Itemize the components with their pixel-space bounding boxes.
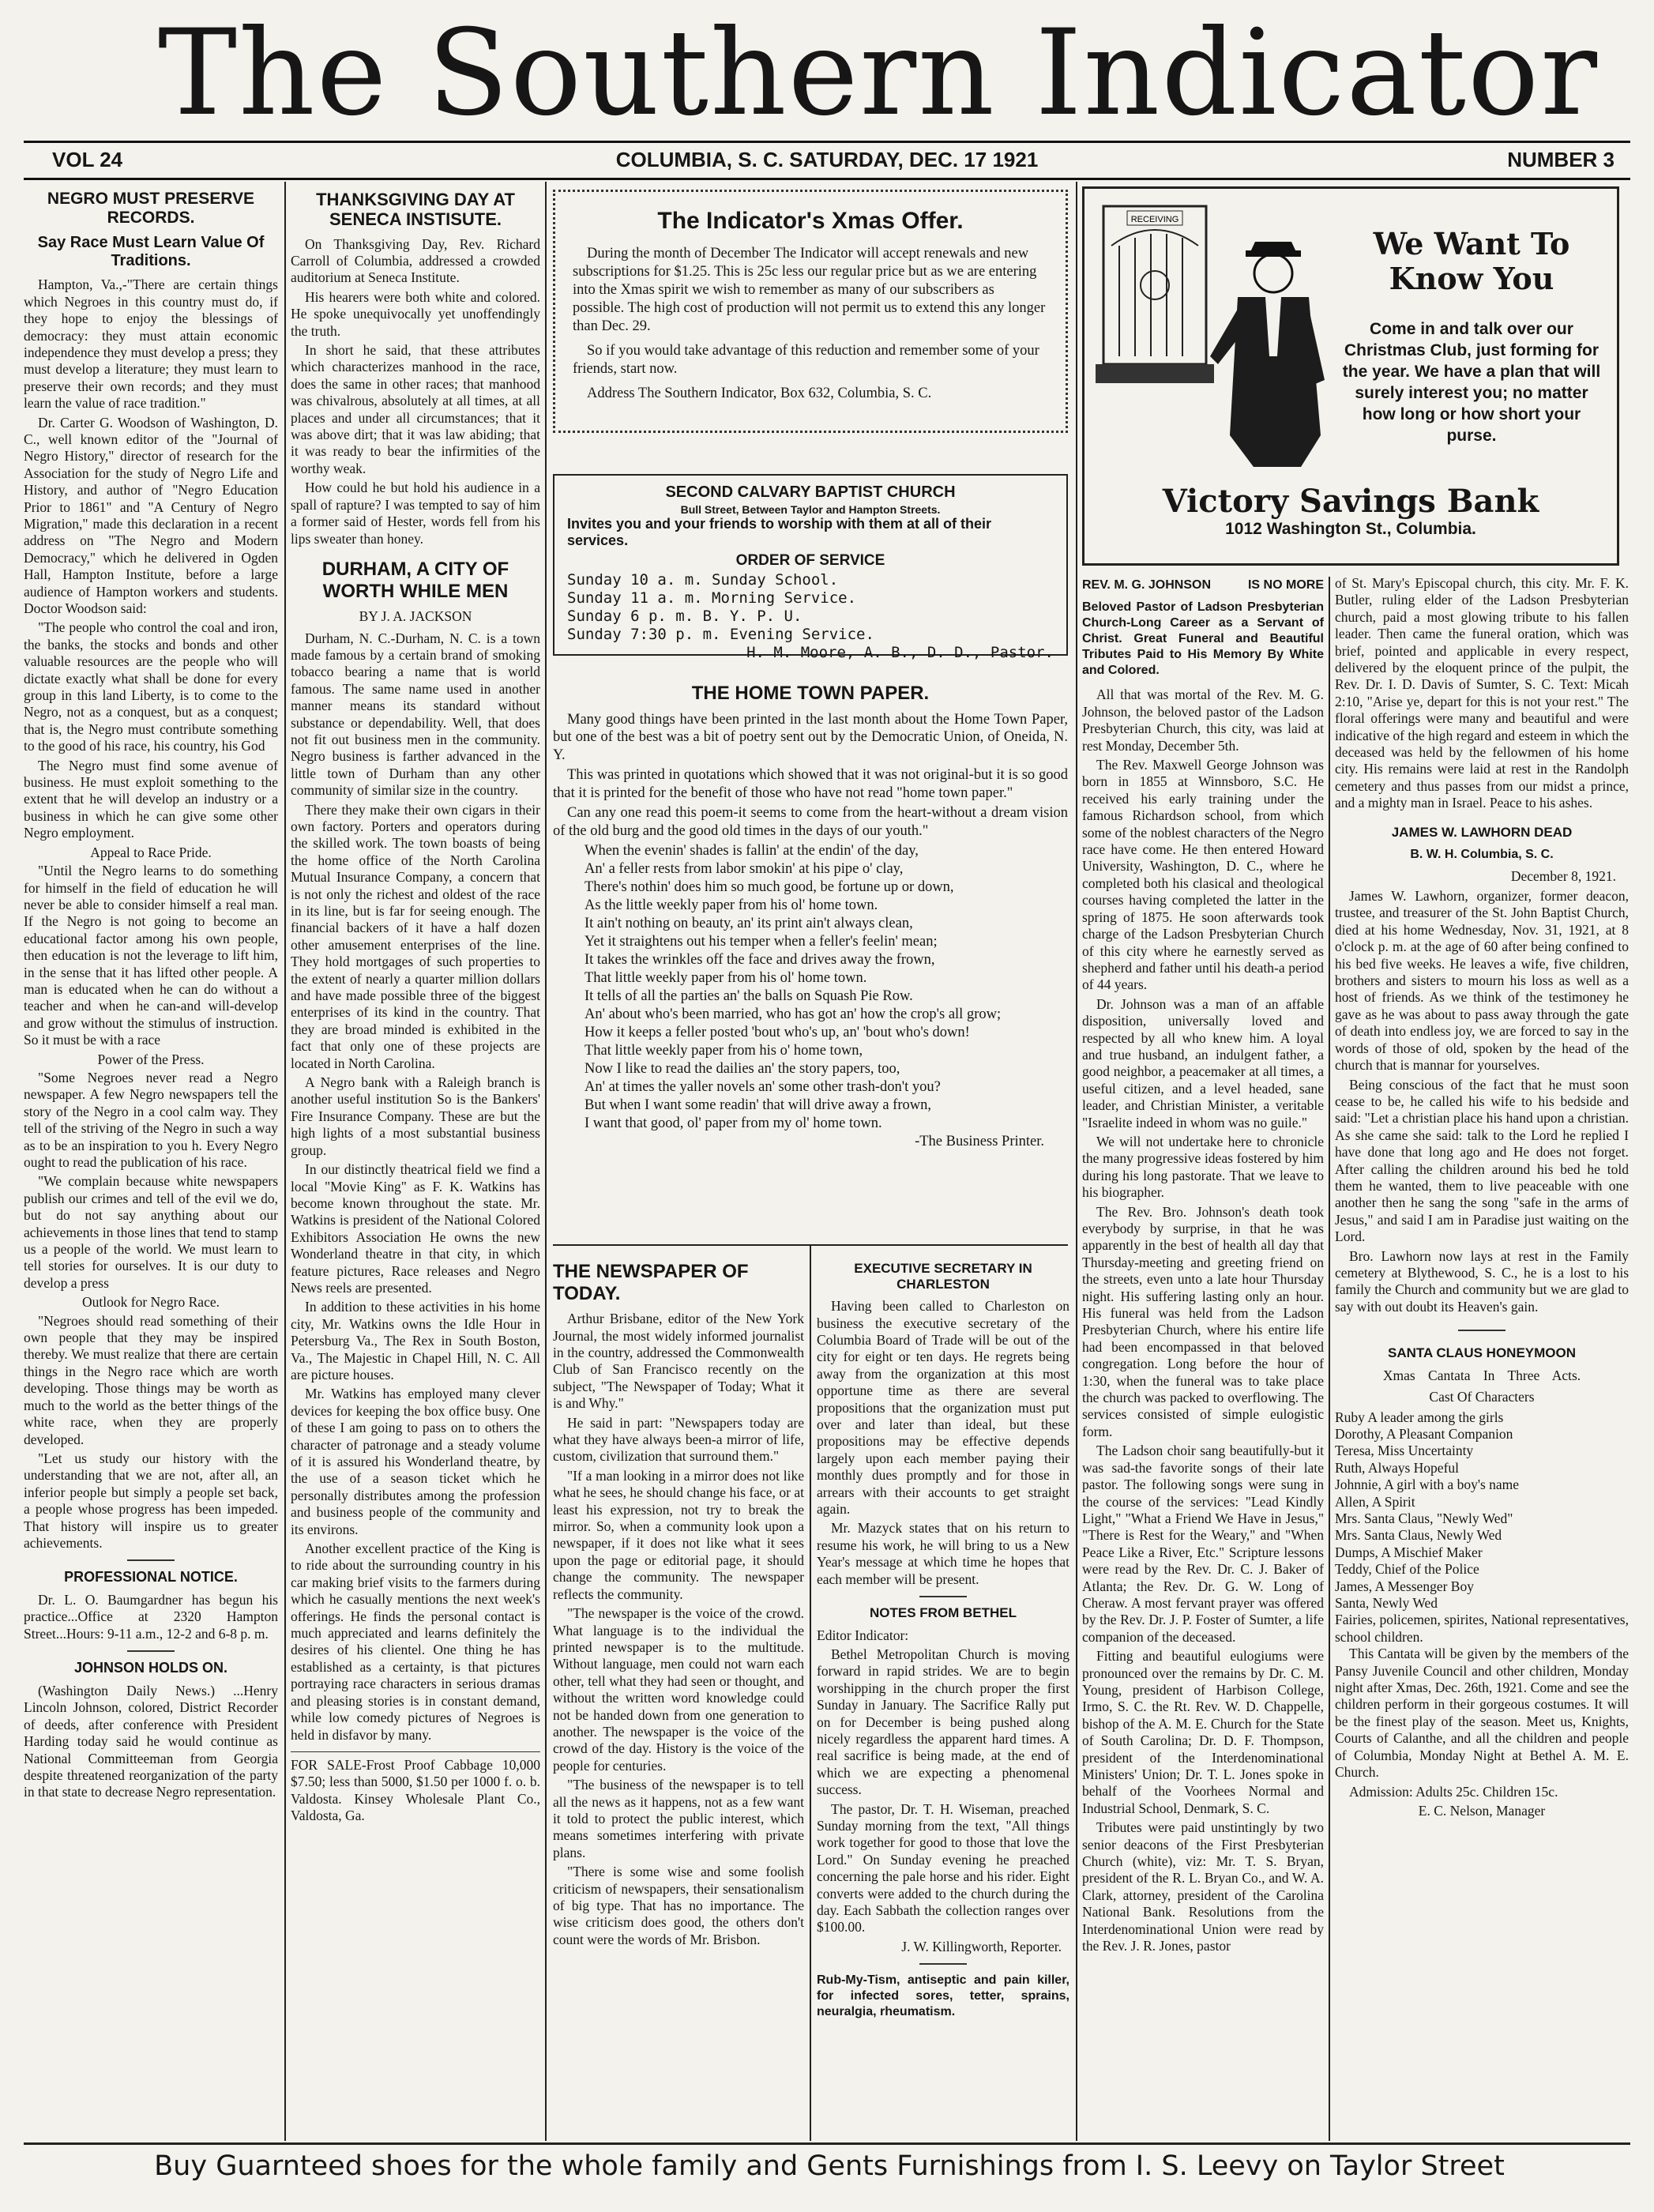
column-rule bbox=[545, 182, 547, 2141]
cast-item: Dorothy, A Pleasant Companion bbox=[1335, 1425, 1513, 1442]
article-paragraph: "Some Negroes never read a Negro newspaper. A few Negro newspapers tell the story of the Negro in a cool calm way. They tell of the striving of the Negro in such a way as to be an inspiration to you h. Every Negro ought to read the publication of his race. bbox=[24, 1069, 278, 1170]
headline-home-town-paper: THE HOME TOWN PAPER. bbox=[691, 683, 930, 704]
headline-newspaper-today: THE NEWSPAPER OF TODAY. bbox=[553, 1261, 749, 1304]
article-paragraph: "Until the Negro learns to do something for himself in the field of education he will never be able to consider himself a real man. If the Negro is not going to become an educational factor among his own people, then education is not the leverage to lift him, in the sense that it has lifted other people. A man is educated when he can do without a teacher and when he can-and will-develop and grow without the stimulus of instruction. So it must be with a race bbox=[24, 863, 278, 1048]
reporter-credit: J. W. Killingworth, Reporter. bbox=[901, 1938, 1062, 1954]
headline-lawhorn: JAMES W. LAWHORN DEAD bbox=[1391, 824, 1573, 840]
headline-notes-bethel: NOTES FROM BETHEL bbox=[869, 1605, 1017, 1620]
offer-paragraph: During the month of December The Indicator will accept renewals and new subscriptions for $1.25. This is 25c less our regular price but as we are entering into the Xmas spirit we wish to remember as many of our subscribers as possible. The high cost of production will not permit us to extend this any longer than Dec. 29. bbox=[573, 245, 1046, 334]
article-paragraph: Mr. Mazyck states that on his return to resume his work, he will bring to us a New Year's message at which time he hopes that each member will be present. bbox=[817, 1520, 1069, 1587]
headline-xmas-offer: The Indicator's Xmas Offer. bbox=[657, 208, 964, 234]
article-paragraph: There they make their own cigars in their own factory. Porters and operators during the skilled work. The town boasts of being the home office of the North Carolina Mutual Insurance Company, a concern that is not only the richest and oldest of the race in its line, but is far for seeing enough. The financial backers of it have a half dozen other amusement enterprises of the line. They hold mortgages of such properties to the extent of nearly a quarter million dollars and have made possible three of the biggest enterprises of its kind in the country. That they are broad minded is exhibited in the fact that only one of these projects are located in North Carolina. bbox=[291, 801, 540, 1071]
poem-line: How it keeps a feller posted 'bout who's up, an' 'bout who's down! bbox=[585, 1025, 970, 1041]
cast-head: Cast Of Characters bbox=[1429, 1389, 1535, 1405]
service-item: Sunday 10 a. m. Sunday School. bbox=[567, 570, 839, 589]
article-paragraph: Fitting and beautiful eulogiums were pronounced over the remains by Dr. C. M. Young, president of Harbison College, Irmo, S. C. the Rt. Rev. W. D. Chappelle, bishop of the A. M. E. Church for the State of South Carolina; Dr. D. F. Thompson, president of the Interdenominational Ministers' Union; Dr. T. L. Jones spoke in behalf of the Voorhees Normal and Industrial School, Denmark, S. C. bbox=[1082, 1648, 1324, 1816]
service-list bbox=[567, 571, 1054, 662]
headline-santa-claus: SANTA CLAUS HONEYMOON bbox=[1388, 1345, 1576, 1361]
article-paragraph: Being conscious of the fact that he must soon cease to be, he called his wife to his bedside and said: "Let a christian place his hand upon a christian. As she came she said: talk to the Lord he replied I have done that long ago and He does not forget. After calling the children around his bed he told them he wanted, them to live peaceable with one another then he sang the song "safe in the arms of Jesus," and said I am in Paradise just waiting on the Lord. bbox=[1335, 1076, 1629, 1245]
headline-executive-secretary: EXECUTIVE SECRETARY IN CHARLESTON bbox=[854, 1261, 1032, 1292]
service-item: Sunday 6 p. m. B. Y. P. U. bbox=[567, 607, 803, 625]
poem-line: I want that good, ol' paper from my ol' home town. bbox=[585, 1115, 882, 1132]
poem-line: There's nothin' does him so much good, be fortune up or down, bbox=[585, 879, 954, 896]
article-paragraph: James W. Lawhorn, organizer, former deacon, trustee, and treasurer of the St. John Baptist Church, died at his home Wednesday, Nov. 31, 1921, at 8 o'clock p. m. at the age of 60 after being confined to his bed five weeks. He leaves a wife, five children, brothers and sisters to mourn his loss as well as a host of friends. As we think of the testimoney he gave as he was about to pass away through the gate of death into endless joy, we are forced to say in the words of those of old, spoken by the head of the church that is mannar for yourselves. bbox=[1335, 888, 1629, 1074]
poem-line: An' about who's been married, who has got an' how the crop's all grow; bbox=[585, 1006, 1002, 1023]
poem-line: That little weekly paper from his o' home town, bbox=[585, 1043, 863, 1059]
article-paragraph: "Negroes should read something of their own people that they may be inspired thereby. We must realize that there are certain things in the Negro race which are worth developing. Those things may be worth as much to the world as the better things of the white race, when they are properly developed. bbox=[24, 1312, 278, 1447]
poem-line: As the little weekly paper from his ol' home town. bbox=[585, 897, 878, 914]
article-paragraph: "If a man looking in a mirror does not like what he sees, he should change his face, or at least his expression, not try to break the mirror. So, when a community look upon a newspaper, if it does not like what it sees upon the page or editorial page, it should change the community. The newspaper reflects the community. bbox=[553, 1467, 804, 1602]
column-rule bbox=[1076, 182, 1077, 2141]
offer-paragraph: So if you would take advantage of this reduction and remember some of your friends, start now. bbox=[573, 342, 1039, 377]
bank-name: Victory Savings Bank bbox=[1162, 483, 1539, 520]
cast-item: Mrs. Santa Claus, Newly Wed bbox=[1335, 1527, 1502, 1544]
article-paragraph: The Negro must find some avenue of business. He must exploit something to the extent that he will develop an industry or a business in which he can give some other Negro employment. bbox=[24, 757, 278, 841]
article-paragraph: "The business of the newspaper is to tell all the news as it happens, not as a few want it told to protect the public interest, which means sometimes interfering with private plans. bbox=[553, 1777, 804, 1860]
footer-rule bbox=[24, 2142, 1630, 2145]
divider bbox=[127, 1650, 175, 1652]
poem-line: It takes the wrinkles off the face and drives away the frown, bbox=[585, 952, 935, 969]
article-paragraph: Arthur Brisbane, editor of the New York Journal, the most widely informed journalist in the country, addressed the Commonwealth Club of San Francisco recently on the subject, "The Newspaper of Today; What it is and Why." bbox=[553, 1311, 804, 1412]
dateline-bar bbox=[24, 141, 1630, 180]
article-paragraph: A Negro bank with a Raleigh branch is another useful institution So is the Bankers' Fire Insurance Company. These are but the high lights of a most substantial business group. bbox=[291, 1074, 540, 1158]
article-paragraph: We will not undertake here to chronicle the many progressive ideas fostered by him during his long pastorate. That we leave to his biographer. bbox=[1082, 1133, 1324, 1201]
admission-text: Admission: Adults 25c. Children 15c. bbox=[1349, 1783, 1558, 1800]
service-item: Sunday 7:30 p. m. Evening Service. bbox=[567, 625, 874, 643]
number-label: NUMBER 3 bbox=[1507, 148, 1615, 171]
church-notice-box bbox=[553, 474, 1068, 661]
article-paragraph: His hearers were both white and colored. He spoke unequivocally yet unoffendingly the truth. bbox=[291, 288, 540, 339]
article-paragraph: of St. Mary's Episcopal church, this city. Mr. F. K. Butler, ruling elder of the Ladson Presbyterian church, paid a most glowing tribute to his fallen leader. Then came the funeral oration, which was brief, pointed and applicable in every respect, delivered by the eloquent prince of the pulpit, the Rev. Dr. I. D. Davis of Sumter, S. C. Text: Micah 2:10, "Arise ye, depart for this is not your rest." The floral offerings were many and beautiful and were indicative of the high regard and esteem in which the deceased was held by the fellowmen of his home city. His remains were laid at rest in the Randolph cemetery and thus passes from our midst a prince, and a mighty man in Israel. Peace to his ashes. bbox=[1335, 575, 1629, 811]
cast-item: Johnnie, A girl with a boy's name bbox=[1335, 1477, 1520, 1493]
article-paragraph: All that was mortal of the Rev. M. G. Johnson, the beloved pastor of the Ladson Presbyterian Church, this city, was laid at rest Monday, December 5th. bbox=[1082, 687, 1324, 754]
poem-line: It ain't nothing on beauty, an' its print ain't always clean, bbox=[585, 916, 913, 932]
bank-teller-illustration-icon bbox=[1096, 198, 1333, 471]
pastor-name: H. M. Moore, A. B., D. D., Pastor. bbox=[746, 643, 1054, 661]
masthead-title: The Southern Indicator bbox=[158, 5, 1599, 142]
headline-negro-records: NEGRO MUST PRESERVE RECORDS. bbox=[47, 190, 255, 228]
subhead-race-value: Say Race Must Learn Value Of Traditions. bbox=[37, 234, 265, 270]
subhead-outlook: Outlook for Negro Race. bbox=[82, 1294, 220, 1311]
notice-paragraph: Dr. L. O. Baumgardner has begun his practice...Office at 2320 Hampton Street...Hours: 9-11 a.m., 12-2 and 6-8 p. m. bbox=[24, 1592, 278, 1642]
column-johnson-obituary bbox=[1082, 575, 1324, 2139]
ad-title: We Want To Know You bbox=[1373, 226, 1570, 296]
for-sale-notice: FOR SALE-Frost Proof Cabbage 10,000 $7.50; less than 5000, $1.50 per 1000 f. o. b. Valdosta. Kinsey Wholesale Plant Co., Valdosta, Ga. bbox=[291, 1751, 540, 1825]
church-name: SECOND CALVARY BAPTIST CHURCH bbox=[665, 483, 956, 501]
article-paragraph: This was printed in quotations which showed that it was not original-but it is so good that it is printed for the benefit of those who have not read "home town paper." bbox=[553, 767, 1068, 801]
column-lawhorn-santa bbox=[1335, 575, 1629, 2139]
article-paragraph: On Thanksgiving Day, Rev. Richard Carroll of Columbia, addressed a crowded auditorium at Seneca Institute. bbox=[291, 235, 540, 286]
bank-address: 1012 Washington St., Columbia. bbox=[1225, 520, 1476, 538]
divider bbox=[127, 1559, 175, 1561]
church-invite: Invites you and your friends to worship with them at all of their services. bbox=[567, 516, 992, 548]
article-paragraph: Editor Indicator: bbox=[817, 1627, 909, 1643]
xmas-offer-box bbox=[553, 190, 1068, 433]
article-paragraph: Mr. Watkins has employed many clever devices for keeping the box office busy. One of these I am going to pass on to others the character of patronage and a steady volume of it is assured his Wonderland theatre, by the use of a season ticket which he personally distributes among the profession and business people of the community and its environs. bbox=[291, 1386, 540, 1537]
cast-item: Santa, Newly Wed bbox=[1335, 1595, 1438, 1612]
byline-jackson: BY J. A. JACKSON bbox=[359, 608, 472, 625]
obituary-headline bbox=[1082, 577, 1324, 593]
divider bbox=[1458, 1330, 1506, 1331]
lawhorn-byline: B. W. H. Columbia, S. C. bbox=[1410, 848, 1554, 862]
subhead-press: Power of the Press. bbox=[97, 1051, 205, 1067]
article-paragraph: Bro. Lawhorn now lays at rest in the Family cemetery at Blythewood, S. C., he is a lost to his family the Church and community but we are glad to say with out doubt its Heaven's gain. bbox=[1335, 1247, 1629, 1315]
article-paragraph: Tributes were paid unstintingly by two senior deacons of the First Presbyterian Church (white), viz: Mr. T. S. Bryan, president of the R. L. Bryan Co., and W. A. Clark, attorney, president of the Carolina National Bank. Resolutions from the Interdenominational Union were read by the Rev. J. R. Jones, pastor bbox=[1082, 1819, 1324, 1954]
article-paragraph: Can any one read this poem-it seems to come from the heart-without a dream vision of the old burg and the good old times in the days of our youth." bbox=[553, 805, 1068, 839]
headline-thanksgiving: THANKSGIVING DAY AT SENECA INSTISUTE. bbox=[316, 190, 515, 230]
article-paragraph: The pastor, Dr. T. H. Wiseman, preached Sunday morning from the text, "All things work together for good to those that love the Lord." On Sunday evening he preached concerning the pale horse and his rider. Eight converts were added to the church during the day. Each Sabbath the collection ranges over $100.00. bbox=[817, 1800, 1069, 1936]
santa-subhead: Xmas Cantata In Three Acts. bbox=[1382, 1367, 1581, 1383]
column-executive-bethel bbox=[817, 1258, 1069, 2139]
article-paragraph: In short he said, that these attributes which characterizes manhood in the race, does the same in other races; that manhood was chivalrous, absolutely at all times, at all places and under all circumstances; that it was above dirt; that it was law abiding; that it was ready to bear the infirmities of the worthy weak. bbox=[291, 342, 540, 476]
article-paragraph: Durham, N. C.-Durham, N. C. is a town made famous by a certain brand of smoking tobacco bearing a name that is world famous. The same name used in another manner means its standard without substance or dependability. Well, that does not fit out business men in the community. Negro business is farther advanced in the little town of Durham than any other community of similar size in the country. bbox=[291, 630, 540, 799]
divider bbox=[919, 1963, 967, 1965]
article-paragraph: Dr. Johnson was a man of an affable disposition, universally loved and respected by all who knew him. A loyal and true husband, an indulgent father, a good neighbor, a peacemaker at all times, a useful citizen, and a level headed, sane leader, and Christian Minister, a veritable "Israelite indeed in whom was no guile." bbox=[1082, 995, 1324, 1130]
lawhorn-date: December 8, 1921. bbox=[1510, 867, 1616, 884]
poem-line: An' a feller rests from labor smokin' at his pipe o' clay, bbox=[585, 861, 904, 878]
rub-my-tism-ad: Rub-My-Tism, antiseptic and pain killer, for infected sores, tetter, sprains, neuralgia, rheumatism. bbox=[817, 1973, 1069, 2019]
article-paragraph: Dr. Carter G. Woodson of Washington, D. C., well known editor of the "Journal of Negro History," director of research for the Association for the study of Negro Life and History, and author of "Negro Education Prior to 1861" and "A Century of Negro Migration," made this declaration in a recent address on "The Negro and Modern Democracy," which he delivered in Ogden Hall, Hampton Institute, before a large audience of Hampton workers and students. Doctor Woodson said: bbox=[24, 414, 278, 616]
poem-verses bbox=[553, 842, 1068, 1133]
obituary-head-right: IS NO MORE bbox=[1247, 578, 1324, 592]
cast-item: Teddy, Chief of the Police bbox=[1335, 1561, 1479, 1578]
home-town-paper-article bbox=[553, 679, 1068, 1236]
headline-durham: DURHAM, A CITY OF WORTH WHILE MEN bbox=[321, 558, 509, 602]
poem-credit: -The Business Printer. bbox=[915, 1134, 1044, 1150]
column-rule bbox=[1329, 577, 1330, 2141]
manager-credit: E. C. Nelson, Manager bbox=[1418, 1802, 1546, 1819]
article-paragraph: Having been called to Charleston on business the executive secretary of the Columbia Board of Trade will be out of the city for eight or ten days. He regrets being away from the organization at this most opportune time as there are several propositions that the organization must put over and later than ideal, but these propositions may be effective depends largely upon each member paying their monthly dues promptly and for those in arrears with their accounts to get straight again. bbox=[817, 1298, 1069, 1517]
article-paragraph: This Cantata will be given by the members of the Pansy Juvenile Council and other children, Monday night after Xmas, Dec. 26th, 1921. Come and see the children perform in their gorgeous costumes. It will be the finest play of the season. Meet us, Knights, Courts of Calanthe, and all the children and people of Columbia, Monday Night at Bethel A. M. E. Church. bbox=[1335, 1646, 1629, 1781]
article-paragraph: In our distinctly theatrical field we find a local "Movie King" as F. K. Watkins has become known throughout the state. Mr. Watkins is president of the National Colored Exhibitors Association He owns the new Wonderland theatre in that city, in which feature pictures, Race releases and Negro News reels are presented. bbox=[291, 1161, 540, 1296]
column-negro-records bbox=[24, 186, 278, 2138]
cast-item: Fairies, policemen, spirites, National representatives, school children. bbox=[1335, 1612, 1629, 1645]
article-paragraph: "The people who control the coal and iron, the banks, the stocks and bonds and other valuable resources are the people who will dictate exactly what shall be done for every group in this land Liberty, is to come to the Negro, not as a conquest, but as a conquest; that is, the Negro must contribute something to the good of his race, his country, his God bbox=[24, 619, 278, 754]
cast-item: James, A Messenger Boy bbox=[1335, 1578, 1474, 1594]
article-paragraph: The Ladson choir sang beautifully-but it was sad-the favorite songs of their late pastor. The following songs were sung in the course of the services: "Lead Kindly Light," "What a Friend We Have in Jesus," "There is Rest for the Weary," and "When Peace Like a River, Etc." Scripture lessons were read by the Rev. Dr. C. J. Baker of Atlanta; the Rev. Dr. G. W. Long of Cheraw. A most fervant prayer was offered by the Rev. Dr. J. P. Foster of Sumter, a life companion of the deceased. bbox=[1082, 1443, 1324, 1645]
article-paragraph: Hampton, Va.,-"There are certain things which Negroes in this country must do, if they hope to enjoy the blessings of democracy: they must attain economic independence they must develop a press; they must develop a literature; they must learn to preserve their own records; and they must learn the value of race tradition." bbox=[24, 276, 278, 412]
offer-address: Address The Southern Indicator, Box 632, Columbia, S. C. bbox=[587, 385, 932, 401]
footer-advertisement: Buy Guarnteed shoes for the whole family and Gents Furnishings from I. S. Leevy on Taylor Street bbox=[154, 2150, 1505, 2182]
article-paragraph: How could he but hold his audience in a spall of rapture? I was tempted to say of him a former said of Hester, words fell from his lips sweater than honey. bbox=[291, 480, 540, 547]
cast-item: Ruth, Always Hopeful bbox=[1335, 1459, 1460, 1476]
poem-line: When the evenin' shades is fallin' at the endin' of the day, bbox=[585, 843, 919, 860]
church-street: Bull Street, Between Taylor and Hampton Streets. bbox=[680, 503, 941, 516]
article-paragraph: "The newspaper is the voice of the crowd. What language is to the individual the printed newspaper is to the multitude. Without language, men could not warn each other, tell what they had seen or thought, and without the written word knowledge could not be handed down from one generation to another. The newspaper is the voice of the crowd of the day. History is the voice of the people for centuries. bbox=[553, 1605, 804, 1774]
column-thanksgiving-durham bbox=[291, 186, 540, 2138]
article-paragraph: Another excellent practice of the King is to ride about the surrounding country in his car making brief visits to the farmers during which he casually mentions the next week's offerings. He finds the personal contact is much appreciated and learns definitely the desires of his clientel. One thing he has established as a certainty, is that pictures portraying race characters in serious dramas and pleasing stories is in constant demand, while low comedy pictures of Negroes is held in disfavor by many. bbox=[291, 1540, 540, 1743]
order-of-service-head: ORDER OF SERVICE bbox=[735, 552, 885, 569]
volume-label: VOL 24 bbox=[52, 148, 123, 171]
article-paragraph: "Let us study our history with the understanding that we are not, after all, an inferior people but simply a people set back, a people whose progress has been impeded. That history will inspire us to greater achievements. bbox=[24, 1450, 278, 1551]
subhead-race-pride: Appeal to Race Pride. bbox=[90, 844, 212, 860]
divider bbox=[919, 1596, 967, 1597]
poem-line: Yet it straightens out his temper when a feller's feelin' mean; bbox=[585, 934, 938, 950]
column-rule bbox=[810, 1244, 811, 2141]
obituary-head-left: REV. M. G. JOHNSON bbox=[1082, 578, 1211, 592]
victory-savings-bank-ad bbox=[1082, 186, 1619, 566]
headline-professional-notice: PROFESSIONAL NOTICE. bbox=[64, 1569, 238, 1586]
cast-item: Teresa, Miss Uncertainty bbox=[1335, 1443, 1474, 1459]
headline-johnson-holds: JOHNSON HOLDS ON. bbox=[73, 1660, 228, 1676]
bank-name-block bbox=[1084, 483, 1617, 539]
article-paragraph: "There is some wise and some foolish criticism of newspapers, their sensationalism of big type. That has no importance. The wise criticism does good, the others don't count were the words of Mr. Brisbon. bbox=[553, 1864, 804, 1947]
article-paragraph: He said in part: "Newspapers today are what they have always been-a mirror of life, custom, civilization that surround them." bbox=[553, 1414, 804, 1465]
obituary-summary: Beloved Pastor of Ladson Presbyterian Church-Long Career as a Servant of Christ. Great Funeral and Beautiful Tributes Paid to His Memory By White and Colored. bbox=[1082, 600, 1324, 678]
date-label: COLUMBIA, S. C. SATURDAY, DEC. 17 1921 bbox=[615, 148, 1039, 171]
poem-line: It tells of all the parties an' the balls on Squash Pie Row. bbox=[585, 988, 913, 1005]
article-paragraph: "We complain because white newspapers publish our crimes and tell of the evil we do, but do not say anything about our achievements in those lines that tend to stamp us a people of the world. We must learn to tell stories for ourselves. It is our duty to develop a press bbox=[24, 1173, 278, 1291]
cast-item: Dumps, A Mischief Maker bbox=[1335, 1544, 1483, 1560]
article-paragraph: Many good things have been printed in the last month about the Home Town Paper, but one of the best was a bit of poetry sent out by the Democratic Union, of Oneida, N. Y. bbox=[553, 711, 1068, 763]
column-newspaper-of-today bbox=[553, 1258, 804, 2139]
poem-line: An' at times the yaller novels an' some other trash-don't you? bbox=[585, 1079, 941, 1096]
column-rule bbox=[284, 182, 286, 2141]
poem-line: Now I like to read the dailies an' the story papers, too, bbox=[585, 1061, 900, 1078]
article-paragraph: Bethel Metropolitan Church is moving forward in rapid strides. We are to begin worshipping in the church proper the first Sunday in January. The Sacrifice Rally put on for December is being pushed along nicely regardless the apparent hard times. A real sacrifice is being made, at the end of which we are expecting a phenomenal success. bbox=[817, 1646, 1069, 1798]
cast-list bbox=[1335, 1409, 1629, 1646]
poem-line: That little weekly paper from his ol' home town. bbox=[585, 970, 867, 987]
poem-line: But when I want some readin' that will drive away a frown, bbox=[585, 1097, 931, 1114]
article-paragraph: (Washington Daily News.) ...Henry Lincoln Johnson, colored, District Recorder of deeds, after conference with President Harding today said he would continue as National Committeeman from Georgia despite threatened reorganization of the party in that state to decrease Negro representation. bbox=[24, 1682, 278, 1800]
cast-item: Mrs. Santa Claus, "Newly Wed" bbox=[1335, 1510, 1513, 1526]
ad-text-block bbox=[1337, 227, 1606, 446]
article-paragraph: The Rev. Bro. Johnson's death took everybody by surprise, in that he was apparently in the best of health all day that Thursday-meeting and greeting friend on the streets, even unto a late hour Thursday night. His suffering lasting only an hour. His funeral was held from the Ladson Presbyterian Church, where his entire life had been encompassed in that beloved congregation. Long before the hour of 1:30, when the funeral was to take place the church was packed to overflowing. The services consisted of simple eulogistic form. bbox=[1082, 1203, 1324, 1439]
article-paragraph: In addition to these activities in his home city, Mr. Watkins owns the Idle Hour in Petersburg Va., The Rex in South Boston, Va., The Majestic in Chapel Hill, N. C. All are picture houses. bbox=[291, 1299, 540, 1382]
ad-body: Come in and talk over our Christmas Club, just forming for the year. We have a plan that will surely interest you; no matter how long or how short your purse. bbox=[1342, 320, 1601, 445]
cast-item: Ruby A leader among the girls bbox=[1335, 1409, 1504, 1425]
section-rule bbox=[553, 1244, 1068, 1246]
receiving-sign: RECEIVING bbox=[1130, 215, 1179, 224]
article-paragraph: The Rev. Maxwell George Johnson was born in 1855 at Winnsboro, S.C. He received his early training under the famous Richardson school, from which some of the noblest characters of the Negro race have come. He then entered Howard University, Washington, D. C., where he completed both his clasical and theological courses having completed the latter in the spring of 1875. He soon afterwards took charge of the Ladson Presbyterian Church of this city where he earnestly served as shepherd and father until his death-a period of 44 years. bbox=[1082, 757, 1324, 993]
service-item: Sunday 11 a. m. Morning Service. bbox=[567, 589, 857, 607]
cast-item: Allen, A Spirit bbox=[1335, 1493, 1415, 1510]
